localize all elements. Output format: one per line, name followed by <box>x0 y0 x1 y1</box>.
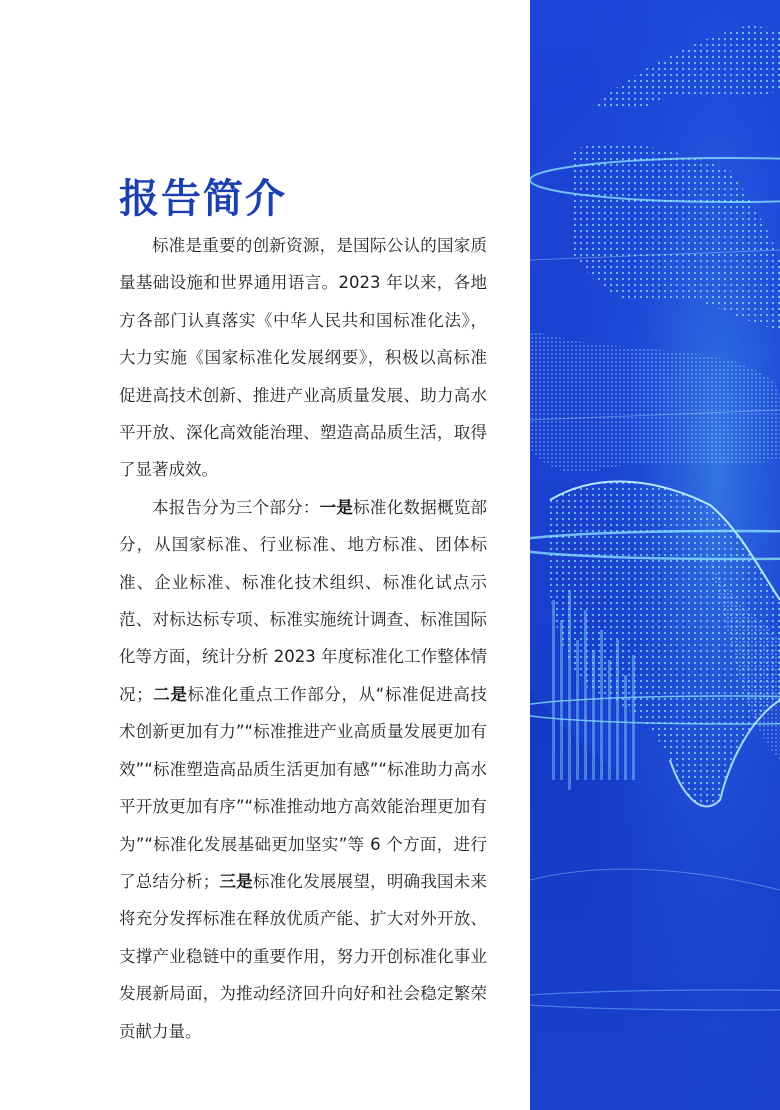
part2-label: 二是 <box>152 684 188 704</box>
part3-text: 标准化发展展望，明确我国未来将充分发挥标准在释放优质产能、扩大对外开放、支撑产业稳链中的重要作用，努力开创标准化事业发展新局面，为推动经济回升向好和社会稳定繁荣贡献力量。 <box>119 871 488 1041</box>
part3-label: 三是 <box>219 871 253 891</box>
part1-text: 标准化数据概览部分，从国家标准、行业标准、地方标准、团体标准、企业标准、标准化技术组织、标准化试点示范、对标达标专项、标准实施统计调查、标准国际化等方面，统计分析 2023 年度标准化工作整体情况； <box>119 497 488 704</box>
paragraph-intro: 标准是重要的创新资源，是国际公认的国家质量基础设施和世界通用语言。2023 年以来，各地方各部门认真落实《中华人民共和国标准化法》，大力实施《国家标准化发展纲要》，积极以高标准促进高技术创新、推进产业高质量发展、助力高水平开放、深化高效能治理、塑造高品质生活，取得了显著成效。 <box>119 236 487 480</box>
structure-intro: 本报告分为三个部分： <box>152 497 320 517</box>
digital-globe-illustration <box>530 0 780 1110</box>
part2-text: 标准化重点工作部分，从“标准促进高技术创新更加有力”“标准推进产业高质量发展更加有效”“标准塑造高品质生活更加有感”“标准助力高水平开放更加有序”“标准推动地方高效能治理更加有为”“标准化发展基础更加坚实”等 6 个方面，进行了总结分析； <box>119 684 488 891</box>
part1-label: 一是 <box>319 497 354 517</box>
report-body <box>119 227 487 1050</box>
globe-image-panel <box>530 0 780 1110</box>
paragraph-structure <box>119 489 487 1050</box>
page-title: 报告简介 <box>119 175 287 222</box>
